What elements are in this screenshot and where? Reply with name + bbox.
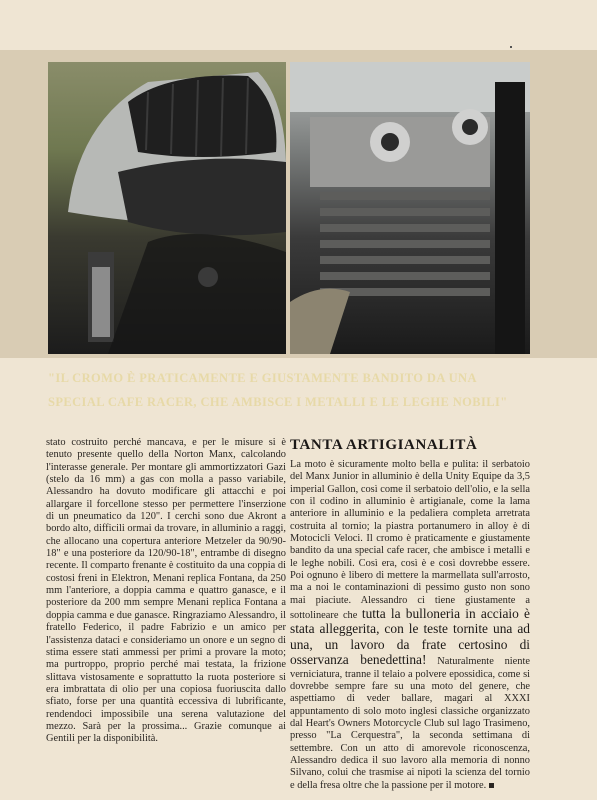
article-column-left <box>46 437 286 746</box>
corner-mark <box>510 46 512 48</box>
pull-quote-line-2: SPECIAL CAFE RACER, CHE AMBISCE I METALLI E LE LEGHE NOBILI" <box>48 395 508 409</box>
article-column-right <box>290 437 530 792</box>
pull-quote-line-1: "IL CROMO È PRATICAMENTE E GIUSTAMENTE BANDITO DA UNA <box>48 371 477 385</box>
right-column-text-2: Naturalmente niente verniciatura, tranne il telaio a polvere epossidica, come si dovrebbe sempre fare su una moto del genere, che aspettiamo di veder ballare, magari al XXXI appuntamento di solo moto inglesi classiche organizzato dal Heart's Owners Motorcycle Club sul lago Trasimeno, presso "La Cerquestra", la seconda settimana di settembre. Con un atto di amorevole riconoscenza, Alessandro dedica il suo lavoro alla memoria di nonno Silvano, colui che trasmise ai nipoti la scienza del tornio e della fresa oltre che la passione per il motore. <box>290 656 530 791</box>
section-heading: TANTA ARTIGIANALITÀ <box>290 437 478 453</box>
seat-illustration <box>48 62 286 354</box>
pull-quote <box>48 366 548 414</box>
right-column-paragraph <box>290 459 530 792</box>
left-column-text: stato costruito perché mancava, e per le misure si è tenuto presente quello della Norton Manx, calcolando l'interasse generale. Per montare gli ammortizzatori Gazi (stelo da 16 mm) a gas con molla a passo variabile, Alessandro ha dovuto modificare gli attacchi e poi allargare il forcellone stesso per permettere l'inserzione di un pneumatico da 120". I cerchi sono due Akront a bordo alto, difficili ormai da trovare, in alluminio a raggi, che allocano una copertura anteriore Metzeler da 90/90-18" e una posteriore da 120/90-18", entrambe di disegno recente. Il comparto frenante è costituito da una coppia di costosi freni in Elektron, Menani replica Fontana, da 250 mm l'anteriore, a doppia camma e quattro ganasce, e il posteriore da 200 mm sempre Menani replica Fontana a doppia camma e due ganasce. Ringraziamo Alessandro, il fratello Federico, il padre Fabrizio e un amico per l'assistenza dataci e consideriamo un onore e un segno di stima essere stati ammessi per primi a provare la moto; ma purtroppo, proprio perché mai testata, la frizione slittava vistosamente e soprattutto la ruota posteriore si era imbrattata di olio per una copiosa fuoriuscita dallo sfiato, forse per una quantità eccessiva di lubrificante, rendendoci impossibile una serena valutazione del mezzo. Sarà per la prossima... Grazie comunque ai Gentili per la disponibilità. <box>46 437 286 745</box>
photo-engine-detail <box>290 62 530 354</box>
right-column-emphasis: tutta la bulloneria in acciaio è stata alleggerita, con le teste tornite una ad una, un lavoro da frate certosino di osservanza benedettina! <box>290 606 530 668</box>
end-of-article-mark <box>489 783 494 788</box>
right-column-text-1: La moto è sicuramente molto bella e pulita: il serbatoio del Manx Junior in alluminio è della Unity Equipe da 3,5 imperial Gallon, così come il serbatoio dell'olio, e la sella con il codino in alluminio è artigianale, come la lama anteriore in alluminio e la pedaliera completa arretrata costruita al tornio; la piastra portanumero in alloy è di Motocicli Veloci. Il cromo è praticamente e giustamente bandito da una special cafe racer, che ambisce i metalli e le leghe nobili. Così era, così è e così dovrebbe essere. Poi ognuno è libero di mettere la marmellata sull'arrosto, ma a noi le contaminazioni di pessimo gusto non sono mai piaciute. Alessandro ci tiene giustamente a sottolineare che <box>290 459 530 622</box>
engine-illustration <box>290 62 530 354</box>
photo-seat-detail <box>48 62 286 354</box>
